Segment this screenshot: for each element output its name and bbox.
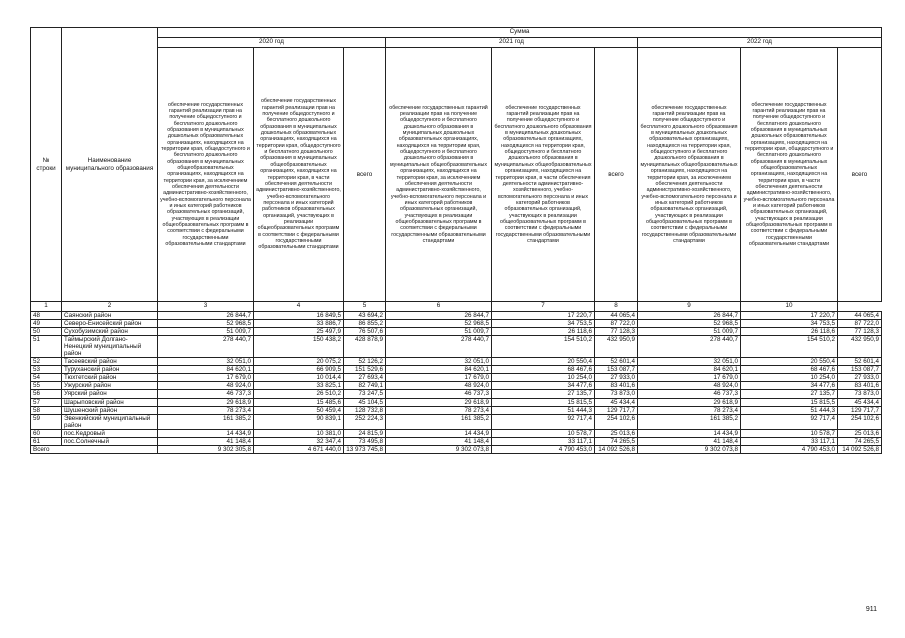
col-number: 5: [344, 302, 386, 312]
value-cell: 78 273,4: [386, 406, 492, 414]
value-cell: 14 434,9: [638, 429, 741, 437]
value-cell: 52 126,2: [344, 358, 386, 366]
municipality-name: Шарыповский район: [62, 398, 158, 406]
total-value-cell: 14 092 526,8: [838, 445, 882, 453]
value-cell: 252 224,3: [344, 414, 386, 429]
value-cell: 254 102,6: [838, 414, 882, 429]
value-cell: 254 102,6: [595, 414, 638, 429]
value-cell: 78 273,4: [638, 406, 741, 414]
header-total-2021: всего: [595, 48, 638, 302]
value-cell: 73 873,0: [595, 390, 638, 398]
header-total-2022: всего: [838, 48, 882, 302]
municipality-name: Шушенский район: [62, 406, 158, 414]
value-cell: 45 434,4: [838, 398, 882, 406]
row-number: 54: [31, 374, 62, 382]
row-number: 57: [31, 398, 62, 406]
header-year-2022: 2022 год: [638, 38, 882, 48]
value-cell: 66 909,5: [254, 366, 344, 374]
value-cell: 87 722,0: [838, 320, 882, 328]
value-cell: 68 467,6: [492, 366, 595, 374]
value-cell: 41 148,4: [158, 437, 254, 445]
value-cell: 278 440,7: [158, 336, 254, 358]
total-value-cell: 4 790 453,0: [492, 445, 595, 453]
value-cell: 10 578,7: [492, 429, 595, 437]
value-cell: 50 459,4: [254, 406, 344, 414]
value-cell: 51 009,7: [638, 328, 741, 336]
value-cell: 73 495,8: [344, 437, 386, 445]
col-number: 3: [158, 302, 254, 312]
value-cell: 161 385,2: [386, 414, 492, 429]
value-cell: 76 507,6: [344, 328, 386, 336]
municipality-name: Тасеевский район: [62, 358, 158, 366]
row-number: 58: [31, 406, 62, 414]
col-number: 10: [741, 302, 838, 312]
value-cell: 41 148,4: [638, 437, 741, 445]
value-cell: 26 510,2: [254, 390, 344, 398]
header-desc-a-2021: обеспечение государственных гарантий реализации прав на получение общедоступного и бесплатного дошкольного образования в муниципальных дошкольных образовательных организациях, находящихся на территории края, общедоступного и бесплатного дошкольного образования в муниципальных общеобразовательных организациях, находящихся на территории края, за исключением обеспечения деятельности административно-хозяйственного, учебно-вспомогательного персонала и иных категорий работников образовательных организаций, участвующих в реализации общеобразовательных программ в соответствии с федеральными государственными образовательными стандартами: [386, 48, 492, 302]
table-row: [31, 398, 882, 406]
value-cell: 52 968,5: [158, 320, 254, 328]
municipality-name: Сухобузимский район: [62, 328, 158, 336]
municipality-name: пос.Солнечный: [62, 437, 158, 445]
value-cell: 83 401,6: [838, 382, 882, 390]
value-cell: 14 434,9: [158, 429, 254, 437]
value-cell: 17 679,0: [386, 374, 492, 382]
value-cell: 27 135,7: [741, 390, 838, 398]
value-cell: 25 013,6: [595, 429, 638, 437]
value-cell: 33 117,1: [741, 437, 838, 445]
value-cell: 10 254,0: [492, 374, 595, 382]
value-cell: 52 601,4: [595, 358, 638, 366]
value-cell: 48 924,0: [158, 382, 254, 390]
value-cell: 15 815,5: [492, 398, 595, 406]
municipality-name: Таймырский Долгано-Ненецкий муниципальный район: [62, 336, 158, 358]
value-cell: 14 434,9: [386, 429, 492, 437]
total-label: Всего: [31, 445, 158, 453]
value-cell: 86 855,2: [344, 320, 386, 328]
col-number: 8: [595, 302, 638, 312]
value-cell: 432 950,9: [595, 336, 638, 358]
value-cell: 51 444,3: [741, 406, 838, 414]
value-cell: 51 444,3: [492, 406, 595, 414]
total-value-cell: 9 302 073,8: [638, 445, 741, 453]
value-cell: 41 148,4: [386, 437, 492, 445]
table-row: [31, 414, 882, 429]
header-row-no: № строки: [31, 28, 62, 302]
municipality-name: пос.Кедровый: [62, 429, 158, 437]
header-desc-b-2022: обеспечение государственных гарантий реализации прав на получение общедоступного и бесплатного дошкольного образования в муниципальных дошкольных образовательных организациях, находящихся на территории края, общедоступного и бесплатного дошкольного образования в муниципальных общеобразовательных организациях, находящихся на территории края, в части обеспечения деятельности административно-хозяйственного, учебно-вспомогательного персонала и иных категорий работников образовательных организаций, участвующих в реализации общеобразовательных программ в соответствии с федеральными государственными образовательными стандартами: [741, 48, 838, 302]
row-number: 56: [31, 390, 62, 398]
value-cell: 29 618,9: [386, 398, 492, 406]
row-number: 49: [31, 320, 62, 328]
value-cell: 17 220,7: [741, 312, 838, 320]
value-cell: 29 618,9: [158, 398, 254, 406]
row-number: 59: [31, 414, 62, 429]
value-cell: 82 749,1: [344, 382, 386, 390]
value-cell: 20 550,4: [492, 358, 595, 366]
page-number: 911: [865, 606, 877, 613]
value-cell: 153 087,7: [595, 366, 638, 374]
table-row: [31, 320, 882, 328]
header-year-2020: 2020 год: [158, 38, 386, 48]
total-value-cell: 4 671 440,0: [254, 445, 344, 453]
header-year-2021: 2021 год: [386, 38, 638, 48]
row-number: 53: [31, 366, 62, 374]
value-cell: 27 933,0: [595, 374, 638, 382]
row-number: 60: [31, 429, 62, 437]
value-cell: 10 578,7: [741, 429, 838, 437]
value-cell: 77 128,3: [595, 328, 638, 336]
value-cell: 20 550,4: [741, 358, 838, 366]
budget-table: [30, 27, 882, 454]
value-cell: 48 924,0: [386, 382, 492, 390]
value-cell: 51 009,7: [158, 328, 254, 336]
value-cell: 77 128,3: [838, 328, 882, 336]
value-cell: 90 839,1: [254, 414, 344, 429]
municipality-name: Тюхтетский район: [62, 374, 158, 382]
value-cell: 32 051,0: [638, 358, 741, 366]
table-row: [31, 336, 882, 358]
value-cell: 34 477,6: [741, 382, 838, 390]
table-row: [31, 390, 882, 398]
value-cell: 52 968,5: [638, 320, 741, 328]
value-cell: 27 933,0: [838, 374, 882, 382]
value-cell: 10 381,0: [254, 429, 344, 437]
value-cell: 26 844,7: [386, 312, 492, 320]
value-cell: 87 722,0: [595, 320, 638, 328]
value-cell: 29 618,9: [638, 398, 741, 406]
value-cell: 154 510,2: [741, 336, 838, 358]
value-cell: 46 737,3: [158, 390, 254, 398]
row-number: 51: [31, 336, 62, 358]
value-cell: 17 679,0: [638, 374, 741, 382]
value-cell: 24 815,9: [344, 429, 386, 437]
value-cell: 161 385,2: [158, 414, 254, 429]
row-number: 52: [31, 358, 62, 366]
value-cell: 16 849,5: [254, 312, 344, 320]
value-cell: 43 694,2: [344, 312, 386, 320]
value-cell: 84 620,1: [158, 366, 254, 374]
municipality-name: Саянский район: [62, 312, 158, 320]
header-total-2020: всего: [344, 48, 386, 302]
value-cell: 73 873,0: [838, 390, 882, 398]
value-cell: 10 014,4: [254, 374, 344, 382]
table-row: [31, 312, 882, 320]
header-name: Наименование муниципального образования: [62, 28, 158, 302]
value-cell: 74 265,5: [595, 437, 638, 445]
value-cell: 84 620,1: [638, 366, 741, 374]
value-cell: 78 273,4: [158, 406, 254, 414]
table-row: [31, 366, 882, 374]
value-cell: 34 753,5: [492, 320, 595, 328]
value-cell: 45 104,5: [344, 398, 386, 406]
value-cell: 26 118,6: [741, 328, 838, 336]
value-cell: 48 924,0: [638, 382, 741, 390]
table-row: [31, 328, 882, 336]
value-cell: 20 075,2: [254, 358, 344, 366]
total-row: [31, 445, 882, 453]
value-cell: 154 510,2: [492, 336, 595, 358]
table-row: [31, 437, 882, 445]
header-desc-b-2020: обеспечение государственных гарантий реализации прав на получение общедоступного и бесплатного дошкольного образования в муниципальных дошкольных образовательных организациях, находящихся на территории края, общедоступного и бесплатного дошкольного образования в муниципальных общеобразовательных организациях, находящихся на территории края, в части обеспечения деятельности административно-хозяйственного, учебно-вспомогательного персонала и иных категорий работников образовательных организаций, участвующих в реализации общеобразовательных программ в соответствии с федеральными государственными образовательными стандартами: [254, 48, 344, 302]
value-cell: 74 265,5: [838, 437, 882, 445]
table-header: [31, 28, 882, 312]
value-cell: 10 254,0: [741, 374, 838, 382]
table-row: [31, 382, 882, 390]
total-value-cell: 13 973 745,8: [344, 445, 386, 453]
value-cell: 17 220,7: [492, 312, 595, 320]
value-cell: 34 753,5: [741, 320, 838, 328]
value-cell: 52 601,4: [838, 358, 882, 366]
value-cell: 26 844,7: [158, 312, 254, 320]
value-cell: 15 485,6: [254, 398, 344, 406]
col-number: 2: [62, 302, 158, 312]
value-cell: 15 815,5: [741, 398, 838, 406]
value-cell: 46 737,3: [638, 390, 741, 398]
table-row: [31, 429, 882, 437]
col-number: 1: [31, 302, 62, 312]
value-cell: 428 878,9: [344, 336, 386, 358]
value-cell: 46 737,3: [386, 390, 492, 398]
value-cell: 17 679,0: [158, 374, 254, 382]
value-cell: 278 440,7: [638, 336, 741, 358]
row-number: 55: [31, 382, 62, 390]
total-value-cell: 4 790 453,0: [741, 445, 838, 453]
value-cell: 129 717,7: [595, 406, 638, 414]
value-cell: 25 013,6: [838, 429, 882, 437]
value-cell: 92 717,4: [492, 414, 595, 429]
table-row: [31, 358, 882, 366]
municipality-name: Ужурский район: [62, 382, 158, 390]
value-cell: 32 051,0: [386, 358, 492, 366]
value-cell: 26 118,6: [492, 328, 595, 336]
value-cell: 44 065,4: [838, 312, 882, 320]
total-value-cell: 14 092 526,8: [595, 445, 638, 453]
header-desc-b-2021: обеспечение государственных гарантий реализации прав на получение общедоступного и бесплатного дошкольного образования в муниципальных дошкольных образовательных организациях, находящихся на территории края, общедоступного и бесплатного дошкольного образования в муниципальных общеобразовательных организациях, находящихся на территории края, в части обеспечения деятельности административно-хозяйственного, учебно-вспомогательного персонала и иных категорий работников образовательных организаций, участвующих в реализации общеобразовательных программ в соответствии с федеральными государственными образовательными стандартами: [492, 48, 595, 302]
value-cell: 128 732,8: [344, 406, 386, 414]
value-cell: 129 717,7: [838, 406, 882, 414]
value-cell: 34 477,6: [492, 382, 595, 390]
value-cell: 44 065,4: [595, 312, 638, 320]
header-desc-a-2020: обеспечение государственных гарантий реализации прав на получение общедоступного и бесплатного дошкольного образования в муниципальных дошкольных образовательных организациях, находящихся на территории края, общедоступного и бесплатного дошкольного образования в муниципальных общеобразовательных организациях, находящихся на территории края, за исключением обеспечения деятельности административно-хозяйственного, учебно-вспомогательного персонала и иных категорий работников образовательных организаций, участвующих в реализации общеобразовательных программ в соответствии с федеральными государственными образовательными стандартами: [158, 48, 254, 302]
header-sum: Сумма: [158, 28, 882, 38]
value-cell: 27 135,7: [492, 390, 595, 398]
value-cell: 92 717,4: [741, 414, 838, 429]
value-cell: 32 347,4: [254, 437, 344, 445]
table-row: [31, 374, 882, 382]
value-cell: 151 529,6: [344, 366, 386, 374]
municipality-name: Эвенкийский муниципальный район: [62, 414, 158, 429]
value-cell: 45 434,4: [595, 398, 638, 406]
municipality-name: Северо-Енисейский район: [62, 320, 158, 328]
table-row: [31, 406, 882, 414]
value-cell: 83 401,6: [595, 382, 638, 390]
table-body: [31, 312, 882, 454]
value-cell: 25 497,9: [254, 328, 344, 336]
col-number: 9: [638, 302, 741, 312]
row-number: 61: [31, 437, 62, 445]
header-desc-a-2022: обеспечение государственных гарантий реализации прав на получение общедоступного и бесплатного дошкольного образования в муниципальных дошкольных образовательных организациях, находящихся на территории края, общедоступного и бесплатного дошкольного образования в муниципальных общеобразовательных организациях, находящихся на территории края, за исключением обеспечения деятельности административно-хозяйственного, учебно-вспомогательного персонала и иных категорий работников образовательных организаций, участвующих в реализации общеобразовательных программ в соответствии с федеральными государственными образовательными стандартами: [638, 48, 741, 302]
value-cell: 84 620,1: [386, 366, 492, 374]
value-cell: 153 087,7: [838, 366, 882, 374]
value-cell: 26 844,7: [638, 312, 741, 320]
municipality-name: Уярский район: [62, 390, 158, 398]
value-cell: 68 467,6: [741, 366, 838, 374]
value-cell: 278 440,7: [386, 336, 492, 358]
total-value-cell: 9 302 305,8: [158, 445, 254, 453]
value-cell: 27 693,4: [344, 374, 386, 382]
value-cell: 32 051,0: [158, 358, 254, 366]
value-cell: 161 385,2: [638, 414, 741, 429]
value-cell: 150 438,2: [254, 336, 344, 358]
value-cell: 33 117,1: [492, 437, 595, 445]
row-number: 48: [31, 312, 62, 320]
municipality-name: Туруханский район: [62, 366, 158, 374]
col-number: 4: [254, 302, 344, 312]
value-cell: 33 825,1: [254, 382, 344, 390]
total-value-cell: 9 302 073,8: [386, 445, 492, 453]
value-cell: 33 886,7: [254, 320, 344, 328]
value-cell: 73 247,5: [344, 390, 386, 398]
value-cell: 432 950,9: [838, 336, 882, 358]
row-number: 50: [31, 328, 62, 336]
value-cell: 51 009,7: [386, 328, 492, 336]
col-number: 6: [386, 302, 492, 312]
col-number: 7: [492, 302, 595, 312]
value-cell: 52 968,5: [386, 320, 492, 328]
